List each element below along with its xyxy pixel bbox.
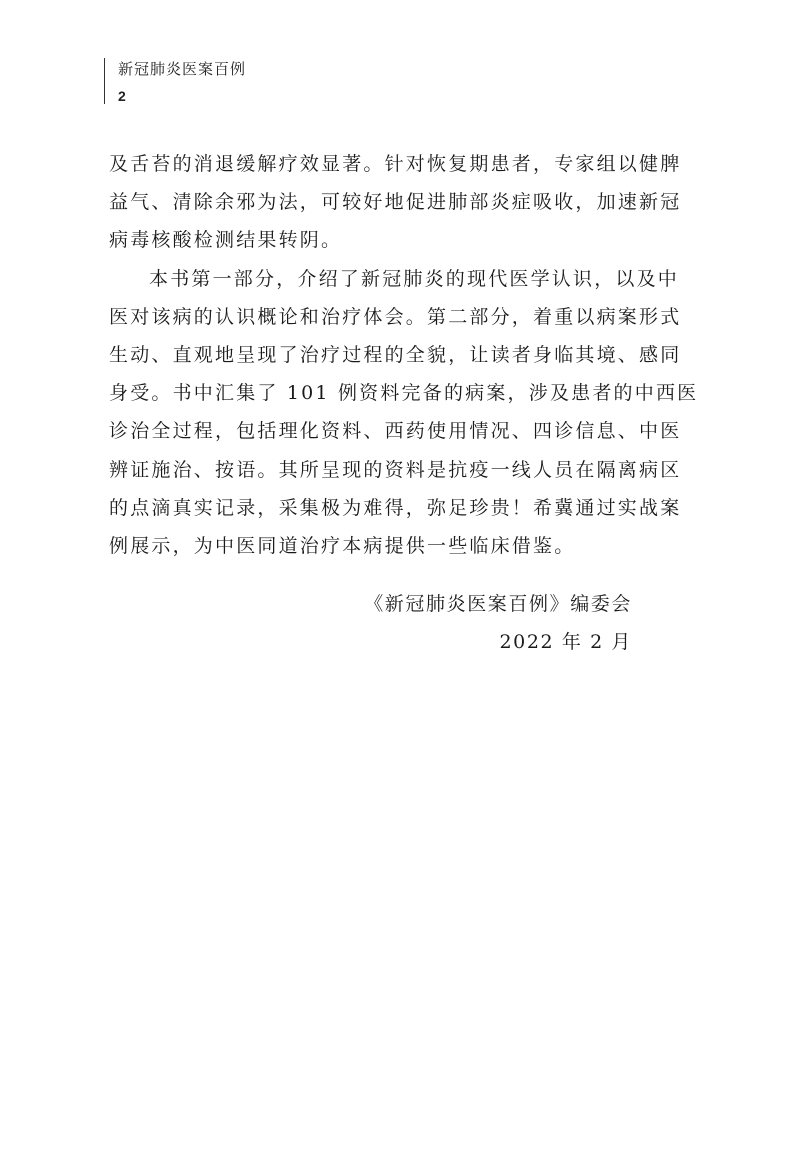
text-line: 益气、清除余邪为法，可较好地促进肺部炎症吸收，加速新冠 <box>109 191 682 214</box>
text-line: 身受。书中汇集了 101 例资料完备的病案，涉及患者的中西医 <box>109 382 699 405</box>
text-line: 病毒核酸检测结果转阴。 <box>109 229 343 252</box>
text-line: 的点滴真实记录，采集极为难得，弥足珍贵！希冀通过实战案 <box>109 496 682 519</box>
paragraph-1 <box>109 145 689 260</box>
text-line: 医对该病的认识概论和治疗体会。第二部分，着重以病案形式 <box>109 305 682 328</box>
paragraph-2 <box>109 260 699 566</box>
text-line: 例展示，为中医同道治疗本病提供一些临床借鉴。 <box>109 535 576 558</box>
page-number: 2 <box>118 88 126 104</box>
main-text <box>109 145 699 565</box>
header-book-title: 新冠肺炎医案百例 <box>118 60 247 78</box>
text-line: 本书第一部分，介绍了新冠肺炎的现代医学认识，以及中 <box>149 267 680 290</box>
text-line: 辨证施治、按语。其所呈现的资料是抗疫一线人员在隔离病区 <box>109 458 682 481</box>
editorial-committee: 《新冠肺炎医案百例》编委会 <box>364 593 632 615</box>
text-line: 及舌苔的消退缓解疗效显著。针对恢复期患者，专家组以健脾 <box>109 153 682 175</box>
signature-block <box>364 585 632 661</box>
signature-date: 2022 年 2 月 <box>499 631 632 653</box>
text-line: 生动、直观地呈现了治疗过程的全貌，让读者身临其境、感同 <box>109 344 682 367</box>
text-line: 诊治全过程，包括理化资料、西药使用情况、四诊信息、中医 <box>109 420 682 443</box>
running-header <box>104 58 246 104</box>
